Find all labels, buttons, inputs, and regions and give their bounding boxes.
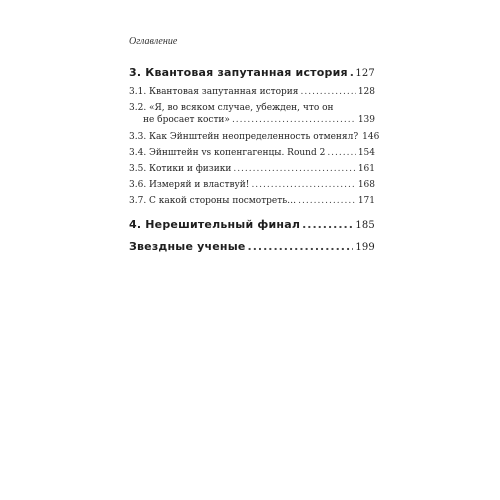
dot-leader	[301, 87, 356, 97]
toc-section-page: 168	[357, 180, 375, 190]
toc-section-page: 146	[362, 132, 380, 142]
dot-leader	[302, 218, 353, 231]
toc-chapter-4-page: 185	[355, 220, 375, 231]
toc-section-page: 139	[357, 115, 375, 125]
toc-section-3-5	[129, 164, 375, 174]
toc-section-title: 3.6. Измеряй и властвуй!	[129, 180, 250, 190]
toc-section-page: 171	[357, 196, 375, 206]
toc-section-3-3	[129, 132, 380, 142]
dot-leader	[298, 196, 356, 206]
toc-section-title-line1: 3.2. «Я, во всяком случае, убежден, что он	[129, 103, 334, 113]
dot-leader	[248, 240, 354, 253]
toc-chapter-3-page: 127	[355, 68, 375, 79]
toc-section-title: 3.4. Эйнштейн vs копенгагенцы. Round 2	[129, 148, 326, 158]
toc-chapter-3	[129, 66, 375, 81]
toc-section-page: 161	[357, 164, 375, 174]
toc-section-title: 3.7. С какой стороны посмотреть…	[129, 196, 297, 206]
toc-section-3-1	[129, 87, 375, 97]
toc-section-title: 3.1. Квантовая запутанная история	[129, 87, 299, 97]
toc-section-title-line2: не бросает кости»	[143, 115, 230, 125]
toc-appendix-page: 199	[355, 242, 375, 253]
toc-section-3-2	[129, 103, 375, 125]
toc-chapter-4-title: 4. Нерешительный финал	[129, 218, 301, 231]
dot-leader	[232, 115, 356, 125]
toc-section-3-7	[129, 196, 375, 206]
dot-leader	[233, 164, 355, 174]
dot-leader	[327, 148, 356, 158]
toc-section-3-6	[129, 180, 375, 190]
toc-section-title: 3.5. Котики и физики	[129, 164, 232, 174]
toc-section-3-4	[129, 148, 375, 158]
table-of-contents	[129, 66, 380, 253]
toc-section-page: 128	[357, 87, 375, 97]
toc-section-title: 3.3. Как Эйнштейн неопределенность отменял?	[129, 132, 359, 142]
toc-appendix	[129, 240, 375, 253]
toc-chapter-4	[129, 218, 375, 231]
dot-leader	[350, 66, 354, 79]
dot-leader	[251, 180, 355, 190]
toc-section-page: 154	[357, 148, 375, 158]
running-head: Оглавление	[129, 36, 178, 47]
toc-chapter-3-title: 3. Квантовая запутанная история	[129, 66, 348, 79]
toc-appendix-title: Звездные ученые	[129, 240, 246, 253]
